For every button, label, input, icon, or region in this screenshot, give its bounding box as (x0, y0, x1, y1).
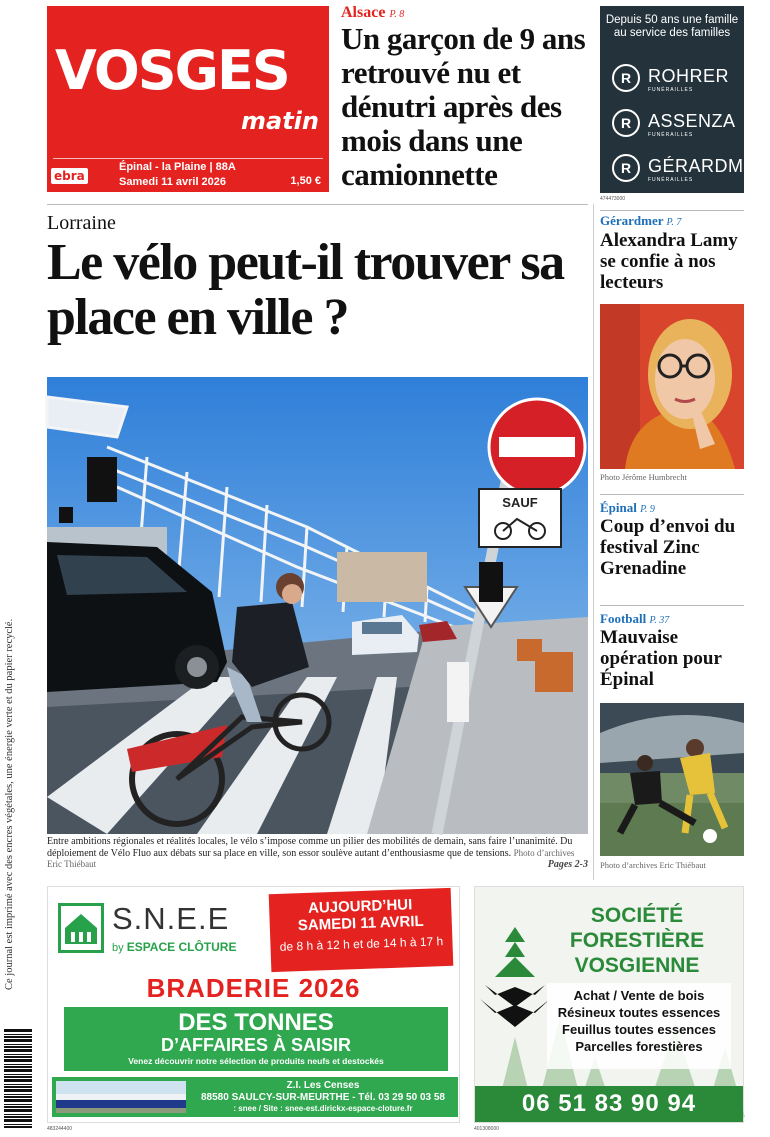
forestry-services: Achat / Vente de bois Résineux toutes essences Feuillus toutes essences Parcelles forestières (547, 983, 731, 1069)
ebra-group-logo: ebra (51, 168, 88, 184)
edition: Épinal - la Plaine | 88A (119, 161, 236, 173)
gerardmer-logo-icon: R (612, 154, 640, 182)
epinal-kicker: Épinal P. 9 (600, 500, 655, 515)
ad-code: 483244400 (47, 1126, 73, 1132)
forestry-phone[interactable]: 06 51 83 90 94 (475, 1086, 743, 1122)
football-headline[interactable]: Mauvaise opération pour Épinal (600, 627, 722, 690)
snee-address: Z.I. Les Censes 88580 SAULCY-SUR-MEURTHE - Tél. 03 29 50 03 58 : snee / Site : snee-est.dirickx-espace-cloture.fr (201, 1080, 445, 1113)
brand-assenza: R ASSENZA FUNÉRAILLES (612, 109, 738, 143)
price: 1,50 € (290, 175, 321, 187)
snee-logo-icon (58, 903, 104, 953)
funeral-ad[interactable] (600, 6, 770, 193)
brand-gerardmer: R GÉRARDMER FUNÉRAILLES (612, 154, 738, 188)
divider (600, 210, 744, 211)
edition-info (119, 160, 236, 190)
lead-caption: Entre ambitions régionales et réalités locales, le vélo s’impose comme un pilier des mobilités de demain, sans faire l’unanimité. Du déploiement de Vélo Fluo aux débats sur sa place en ville, son essor soulève autant d’enthousiasme que de tensions. Photo d’archives Eric Thiébaut (47, 836, 575, 870)
brand-rohrer: R ROHRER FUNÉRAILLES (612, 64, 738, 98)
snee-name: S.N.E.E (112, 901, 230, 936)
mountain-icon (485, 985, 545, 1007)
gerardmer-photo[interactable] (600, 304, 744, 469)
column-divider (593, 204, 594, 880)
snee-brand: by ESPACE CLÔTURE (112, 940, 237, 954)
recycled-paper-note: Ce journal est imprimé avec des encres végétales, une énergie verte et du papier recyclé. (4, 618, 15, 990)
barcode (4, 1028, 32, 1128)
ad-code: 401308000 (474, 1126, 500, 1132)
funeral-tagline: Depuis 50 ans une famille au service des familles (605, 14, 739, 39)
lead-kicker: Lorraine (47, 212, 116, 234)
divider (600, 494, 744, 495)
masthead-divider (53, 158, 323, 159)
football-kicker: Football P. 37 (600, 611, 670, 626)
forestry-title: SOCIÉTÉ FORESTIÈRE VOSGIENNE (569, 904, 705, 978)
top-story-kicker[interactable]: Alsace P. 8 (341, 4, 405, 21)
page-ref: P. 8 (389, 9, 405, 20)
football-photo[interactable] (600, 703, 744, 856)
tree-icon (495, 927, 535, 977)
lead-headline[interactable]: Le vélo peut-il trouver sa place en ville ? (47, 234, 564, 346)
assenza-logo-icon: R (612, 109, 640, 137)
forestry-ad[interactable] (474, 886, 744, 1123)
gerardmer-photo-credit: Photo Jérôme Humbrecht (600, 472, 687, 482)
snee-contact-bar (52, 1077, 458, 1117)
gerardmer-headline[interactable]: Alexandra Lamy se confie à nos lecteurs (600, 230, 738, 293)
epinal-headline[interactable]: Coup d’envoi du festival Zinc Grenadine (600, 516, 736, 579)
snee-offer-banner: DES TONNES D’AFFAIRES À SAISIR Venez découvrir notre sélection de produits neufs et destockés (64, 1007, 448, 1071)
snee-date-banner: AUJOURD’HUI SAMEDI 11 AVRIL de 8 h à 12 h et de 14 h à 17 h (269, 888, 454, 972)
top-story-headline[interactable]: Un garçon de 9 ans retrouvé nu et dénutri après des mois dans une camionnette (341, 21, 586, 193)
snee-building-photo (56, 1081, 186, 1113)
logo: VOSGES (55, 39, 289, 102)
braderie-title: BRADERIE 2026 (146, 973, 361, 1003)
issue-date: Samedi 11 avril 2026 (119, 176, 227, 188)
masthead[interactable] (47, 6, 329, 192)
snee-ad[interactable] (47, 886, 460, 1123)
divider (600, 605, 744, 606)
football-photo-credit: Photo d’archives Eric Thiébaut (600, 860, 706, 870)
divider (47, 204, 588, 205)
rohrer-logo-icon: R (612, 64, 640, 92)
photo-credit: Photo d’archives Eric Thiébaut (47, 847, 575, 870)
gerardmer-kicker: Gérardmer P. 7 (600, 213, 682, 228)
pages-ref[interactable]: Pages 2-3 (547, 859, 588, 870)
logo-sub: matin (241, 107, 319, 135)
ad-code: 474473000 (600, 196, 626, 202)
sign-text: SAUF (502, 495, 538, 510)
lead-photo[interactable] (47, 377, 588, 834)
